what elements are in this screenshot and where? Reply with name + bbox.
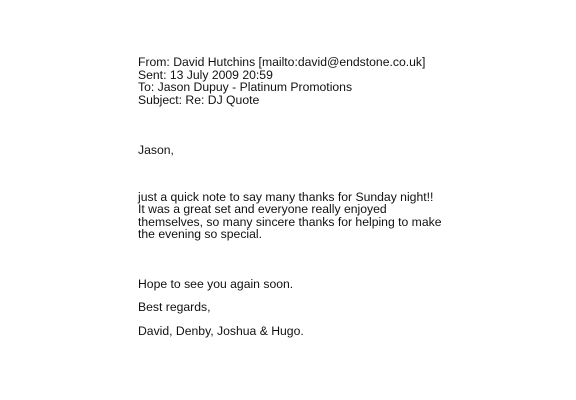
sent-header: Sent: 13 July 2009 20:59 <box>138 67 273 82</box>
closing-line: Hope to see you again soon. <box>138 276 294 291</box>
to-header: To: Jason Dupuy - Platinum Promotions <box>138 80 353 94</box>
email-body <box>138 191 538 241</box>
regards-line: Best regards, <box>138 300 211 314</box>
email-headers <box>138 56 538 106</box>
body-line: the evening so special. <box>138 227 262 241</box>
body-line: It was a great set and everyone really enjoyed <box>138 202 387 216</box>
body-line: themselves, so many sincere thanks for helping to make <box>138 214 442 229</box>
body-line: just a quick note to say many thanks for Sunday night!! <box>138 189 434 204</box>
email-content <box>138 56 538 337</box>
greeting: Jason, <box>138 143 174 157</box>
subject-header: Subject: Re: DJ Quote <box>138 92 260 107</box>
signature: David, Denby, Joshua & Hugo. <box>138 323 304 338</box>
from-header: From: David Hutchins [mailto:david@endstone.co.uk] <box>138 55 426 69</box>
